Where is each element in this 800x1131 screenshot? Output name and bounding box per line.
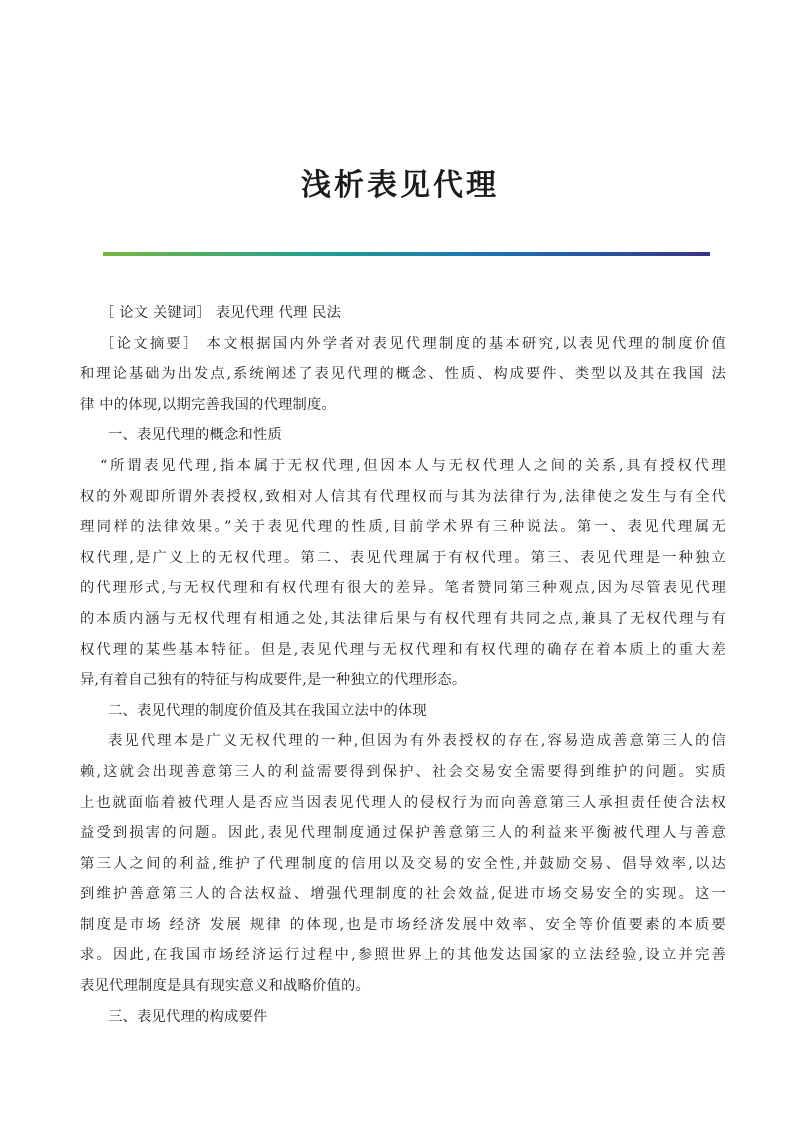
abstract-line: 和理论基础为出发点,系统阐述了表见代理的概念、性质、构成要件、类型以及其在我国 法 xyxy=(80,366,726,383)
paragraph-line: 权代理的某些基本特征。但是,表见代理与无权代理和有权代理的确存在着本质上的重大差 xyxy=(80,641,726,658)
paragraph-line: 的本质内涵与无权代理有相通之处,其法律后果与有权代理有共同之点,兼具了无权代理与有 xyxy=(80,610,726,627)
paragraph-line: 表见代理本是广义无权代理的一种,但因为有外表授权的存在,容易造成善意第三人的信 xyxy=(108,733,726,750)
paragraph-line: 到维护善意第三人的合法权益、增强代理制度的社会效益,促进市场交易安全的实现。这一 xyxy=(80,886,726,903)
keywords-line: ［ 论文 关键词］ 表见代理 代理 民法 xyxy=(100,305,342,321)
abstract-line: 律 中的体现,以期完善我国的代理制度。 xyxy=(80,396,336,413)
paragraph-line: 制度是市场 经济 发展 规律 的体现,也是市场经济发展中效率、安全等价值要素的本质要 xyxy=(80,916,726,933)
paragraph-line: 第三人之间的利益,维护了代理制度的信用以及交易的安全性,并鼓励交易、倡导效率,以达 xyxy=(80,855,726,872)
paragraph-line: “所谓表见代理,指本属于无权代理,但因本人与无权代理人之间的关系,具有授权代理 xyxy=(100,457,726,474)
section-heading: 一、表见代理的概念和性质 xyxy=(108,427,282,444)
section-heading: 二、表见代理的制度价值及其在我国立法中的体现 xyxy=(108,702,427,719)
document-body xyxy=(80,298,726,1032)
abstract-line: ［论文摘要］ 本文根据国内外学者对表见代理制度的基本研究,以表见代理的制度价值 xyxy=(100,335,726,352)
paragraph-line: 表见代理制度是具有现实意义和战略价值的。 xyxy=(80,978,370,995)
section-heading: 三、表见代理的构成要件 xyxy=(108,1008,268,1025)
paragraph-line: 上也就面临着被代理人是否应当因表见代理人的侵权行为而向善意第三人承担责任使合法权 xyxy=(80,794,726,811)
paragraph-line: 赖,这就会出现善意第三人的利益需要得到保护、社会交易安全需要得到维护的问题。实质 xyxy=(80,763,726,780)
paragraph-line: 异,有着自己独有的特征与构成要件,是一种独立的代理形态。 xyxy=(80,672,467,689)
paragraph-line: 理同样的法律效果。”关于表见代理的性质,目前学术界有三种说法。第一、表见代理属无 xyxy=(80,519,726,536)
paragraph-line: 的代理形式,与无权代理和有权代理有很大的差异。笔者赞同第三种观点,因为尽管表见代理 xyxy=(80,580,726,597)
document-title: 浅析表见代理 xyxy=(301,168,499,203)
paragraph-line: 权的外观即所谓外表授权,致相对人信其有代理权而与其为法律行为,法律使之发生与有全代 xyxy=(80,488,726,505)
paragraph-line: 益受到损害的问题。因此,表见代理制度通过保护善意第三人的利益来平衡被代理人与善意 xyxy=(80,825,726,842)
paragraph-line: 求。因此,在我国市场经济运行过程中,参照世界上的其他发达国家的立法经验,设立并完善 xyxy=(80,947,726,964)
paragraph-line: 权代理,是广义上的无权代理。第二、表见代理属于有权代理。第三、表见代理是一种独立 xyxy=(80,549,726,566)
title-divider xyxy=(103,252,710,256)
